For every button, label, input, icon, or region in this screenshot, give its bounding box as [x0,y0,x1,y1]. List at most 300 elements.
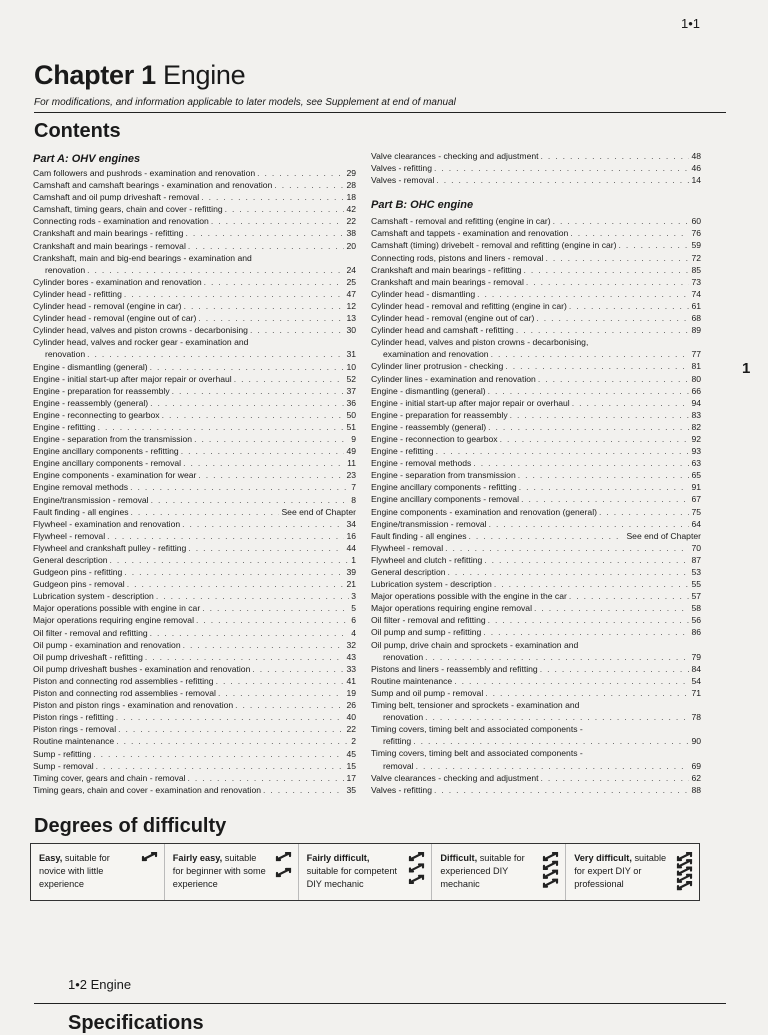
entry-title: Cylinder head - refitting [33,288,122,299]
entry-page: 29 [346,168,356,178]
dot-leader [619,239,690,251]
entry-title: Oil pump and sump - refitting [371,627,482,638]
contents-entry [371,784,701,796]
difficulty-label: Very difficult, [574,853,632,863]
contents-entry [33,409,356,421]
contents-entry [33,445,356,457]
entry-title: Engine components - examination and renovation (general) [371,506,597,517]
entry-page: 73 [691,276,701,287]
entry-title: Piston and connecting rod assemblies - removal [33,688,216,699]
dot-leader [477,288,689,300]
entry-title: Major operations possible with the engine in the car [371,591,567,602]
dot-leader [107,530,344,542]
entry-title: Engine - initial start-up after major repair or overhaul [33,373,232,384]
entry-page: See end of Chapter [626,530,701,541]
dot-leader [454,675,689,687]
difficulty-label: Easy, [39,853,63,863]
entry-page: 54 [691,675,701,686]
entry-page: 71 [691,687,701,698]
contents-entry [371,397,701,409]
entry-title: Oil filter - removal and refitting [33,627,148,638]
entry-title: Engine/transmission - removal [33,494,149,505]
entry-title: refitting [383,736,412,747]
entry-page: 64 [691,518,701,529]
dot-leader [488,614,690,626]
part-a-list [33,167,356,796]
contents-entry [33,397,356,409]
entry-title: Major operations requiring engine removal [33,615,194,626]
entry-title: Routine maintenance [371,675,453,686]
difficulty-level [164,844,298,900]
dot-leader [172,385,345,397]
difficulty-description: suitable for beginner with some experience [172,853,266,889]
dot-leader [198,469,344,481]
dot-leader [211,215,345,227]
contents-entry [371,373,701,385]
contents-entry [371,554,701,566]
contents-entry [371,747,701,759]
entry-page: 24 [346,264,356,275]
contents-entry [33,760,356,772]
dot-leader [434,162,689,174]
entry-page: 66 [691,385,701,396]
contents-entry [33,191,356,203]
contents-title: Contents [34,120,121,142]
entry-title: Engine ancillary components - removal [33,458,182,469]
entry-title: Flywheel - removal [371,542,444,553]
dot-leader [110,554,350,566]
dot-leader [553,215,690,227]
contents-entry [33,276,356,288]
entry-title: Timing cover, gears and chain - removal [33,772,186,783]
entry-page: 86 [691,627,701,638]
entry-title: Engine - dismantling (general) [371,385,486,396]
entry-page: 88 [691,784,701,795]
entry-page: 10 [346,361,356,372]
entry-title: Timing covers, timing belt and associated components - [371,724,583,735]
contents-entry [33,627,356,639]
contents-column-right [371,150,701,796]
dot-leader [425,711,689,723]
entry-title: Cylinder head and camshaft - refitting [371,325,514,336]
contents-entry [33,312,356,324]
entry-title: Engine ancillary components - refitting [371,482,517,493]
entry-title: Sump - refitting [33,748,92,759]
dot-leader [87,348,344,360]
contents-entry [371,530,701,542]
dot-leader [116,711,345,723]
dot-leader [425,651,689,663]
entry-page: 35 [346,784,356,795]
dot-leader [445,542,689,554]
difficulty-description: suitable for novice with little experience [39,853,110,889]
entry-title: Piston rings - refitting [33,712,114,723]
entry-page: 19 [346,688,356,699]
contents-entry [371,469,701,481]
entry-page: 59 [691,240,701,251]
entry-page: 50 [346,409,356,420]
entry-page: 9 [351,434,356,445]
entry-title: Piston and connecting rod assemblies - refitting [33,675,214,686]
dot-leader [181,445,345,457]
entry-title: Engine - reassembly (general) [33,397,149,408]
entry-page: 47 [346,288,356,299]
entry-title: Crankshaft, main and big-end bearings - examination and [33,252,252,263]
contents-entry [33,542,356,554]
contents-entry [371,723,701,735]
contents-entry [371,481,701,493]
entry-title: Valves - removal [371,175,435,186]
difficulty-description: suitable for experienced DIY mechanic [440,853,525,889]
entry-page: 12 [346,301,356,312]
entry-page: 22 [346,724,356,735]
entry-page: 67 [691,494,701,505]
entry-page: 40 [346,712,356,723]
dot-leader [436,174,689,186]
dot-leader [188,542,344,554]
contents-entry [33,288,356,300]
entry-title: Major operations requiring engine removal [371,603,532,614]
contents-entry [33,687,356,699]
entry-page: See end of Chapter [281,506,356,517]
entry-page: 87 [691,554,701,565]
dot-leader [216,675,345,687]
contents-entry [371,348,701,360]
contents-entry [33,240,356,252]
dot-leader [98,421,345,433]
entry-title: Flywheel - removal [33,530,106,541]
dot-leader [534,602,689,614]
entry-page: 69 [691,760,701,771]
dot-leader [201,191,344,203]
entry-page: 82 [691,421,701,432]
difficulty-level [298,844,432,900]
contents-entry [33,469,356,481]
entry-title: Timing covers, timing belt and associated components - [371,748,583,759]
entry-title: Crankshaft and main bearings - removal [33,240,186,251]
entry-page: 85 [691,264,701,275]
dot-leader [250,324,344,336]
entry-page: 51 [346,421,356,432]
entry-page: 80 [691,373,701,384]
dot-leader [483,626,689,638]
dot-leader [518,469,690,481]
entry-page: 55 [691,579,701,590]
dot-leader [484,554,689,566]
entry-title: Oil pump, drive chain and sprockets - examination and [371,639,579,650]
contents-entry [371,174,701,186]
entry-page: 49 [346,446,356,457]
difficulty-description: suitable for expert DIY or professional [574,853,667,889]
entry-title: Engine components - examination for wear [33,470,197,481]
entry-title: Flywheel and clutch - refitting [371,554,483,565]
entry-page: 26 [346,700,356,711]
contents-entry [33,421,356,433]
dot-leader [145,651,345,663]
dot-leader [185,227,344,239]
contents-entry [33,663,356,675]
entry-title: renovation [383,712,424,723]
contents-entry [33,481,356,493]
contents-entry [33,675,356,687]
chapter-side-marker: 1 [742,360,751,377]
entry-title: Camshaft, timing gears, chain and cover - refitting [33,204,223,215]
entry-title: Camshaft and tappets - examination and renovation [371,228,569,239]
entry-page: 83 [691,409,701,420]
entry-page: 7 [351,482,356,493]
dot-leader [416,760,690,772]
contents-entry [33,179,356,191]
dot-leader [183,457,345,469]
dot-leader [538,373,690,385]
entry-title: Crankshaft and main bearings - refitting [33,228,184,239]
contents-entry [371,566,701,578]
dot-leader [473,457,689,469]
dot-leader [150,627,350,639]
contents-entry [33,264,356,276]
entry-title: Oil filter - removal and refitting [371,615,486,626]
footer-rule [34,1003,726,1004]
entry-title: Engine - reconnecting to gearbox [33,409,160,420]
contents-entry [371,239,701,251]
dot-leader [505,360,689,372]
contents-entry [371,312,701,324]
entry-title: General description [371,567,446,577]
contents-entry [371,288,701,300]
chapter-prefix: Chapter 1 [34,60,156,90]
entry-title: Engine ancillary components - removal [371,494,520,505]
entry-title: examination and renovation [383,349,489,360]
contents-entry [33,554,356,566]
dot-leader [599,506,689,518]
entry-page: 91 [691,482,701,493]
entry-page: 38 [346,228,356,239]
entry-page: 33 [346,663,356,674]
entry-title: Valves - refitting [371,784,432,795]
entry-title: Fault finding - all engines [371,530,467,541]
dot-leader [263,784,344,796]
contents-entry [33,433,356,445]
entry-page: 36 [346,397,356,408]
dot-leader [569,590,690,602]
entry-page: 39 [346,567,356,578]
entry-page: 3 [351,591,356,602]
entry-page: 4 [351,627,356,638]
entry-page: 57 [691,591,701,602]
entry-title: Engine - initial start-up after major repair or overhaul [371,397,570,408]
entry-page: 11 [347,458,356,469]
entry-title: General description [33,555,108,565]
entry-title: Cylinder head, valves and piston crowns - decarbonising, [371,337,589,348]
entry-page: 61 [691,300,701,311]
entry-title: removal [383,760,414,771]
dot-leader [526,276,690,288]
difficulty-level [31,844,164,900]
entry-page: 75 [691,506,701,517]
entry-title: Timing gears, chain and cover - examination and renovation [33,784,262,795]
dot-leader [225,203,345,215]
dot-leader [235,699,344,711]
entry-page: 68 [691,313,701,324]
header-rule [34,112,726,113]
entry-page: 17 [346,772,356,783]
degrees-title: Degrees of difficulty [34,815,227,837]
dot-leader [536,312,689,324]
chapter-name: Engine [163,60,246,90]
contents-entry [371,162,701,174]
entry-title: Cylinder head - dismantling [371,288,476,299]
contents-entry [371,336,701,348]
entry-title: Engine - separation from transmission [371,470,516,481]
entry-page: 48 [691,151,701,161]
contents-entry [371,518,701,530]
entry-title: Engine/transmission - removal [371,518,487,529]
entry-title: Engine - refitting [33,421,96,432]
entry-page: 22 [346,216,356,227]
dot-leader [202,602,349,614]
contents-entry [371,542,701,554]
contents-entry [371,772,701,784]
entry-title: Lubrication system - description [33,591,154,602]
dot-leader [218,687,344,699]
entry-page: 74 [691,288,701,299]
contents-entry [371,493,701,505]
entry-title: Oil pump driveshaft - refitting [33,651,143,662]
entry-title: Engine - preparation for reassembly [33,385,170,396]
entry-title: Piston rings - removal [33,724,117,735]
dot-leader [150,397,344,409]
dot-leader [569,300,690,312]
contents-entry [33,639,356,651]
contents-entry [371,409,701,421]
dot-leader [124,288,345,300]
entry-page: 43 [346,651,356,662]
contents-entry [33,203,356,215]
entry-page: 76 [691,228,701,239]
dot-leader [194,433,349,445]
dot-leader [485,687,689,699]
wrench-icon [675,852,695,892]
entry-page: 31 [346,349,356,360]
entry-title: Cylinder head - removal (engine out of car) [33,313,197,324]
entry-page: 34 [346,518,356,529]
contents-column-left [33,152,356,796]
entry-title: Cylinder bores - examination and renovation [33,276,202,287]
dot-leader [151,494,350,506]
entry-page: 62 [691,772,701,783]
dot-leader [131,506,280,518]
entry-page: 81 [691,361,701,372]
dot-leader [188,772,345,784]
contents-entry [33,348,356,360]
entry-page: 23 [346,470,356,481]
dot-leader [257,167,344,179]
entry-page: 25 [346,276,356,287]
entry-title: Engine - reconnection to gearbox [371,433,498,444]
dot-leader [519,481,690,493]
contents-entry [371,445,701,457]
entry-page: 79 [691,651,701,662]
contents-entry [33,215,356,227]
contents-entry [371,626,701,638]
entry-title: Engine - dismantling (general) [33,361,148,372]
contents-entry [33,590,356,602]
contents-entry [371,663,701,675]
contents-entry [371,506,701,518]
contents-entry [371,699,701,711]
entry-page: 15 [346,760,356,771]
difficulty-label: Fairly difficult, [306,853,370,863]
contents-entry [33,336,356,348]
dot-leader [488,385,690,397]
entry-page: 70 [691,542,701,553]
dot-leader [413,735,689,747]
entry-page: 77 [691,349,701,360]
entry-page: 42 [346,204,356,215]
difficulty-level [565,844,699,900]
dot-leader [500,433,690,445]
entry-title: Oil pump - examination and renovation [33,639,181,650]
entry-page: 6 [351,615,356,626]
entry-title: Connecting rods, pistons and liners - removal [371,252,544,263]
dot-leader [198,312,344,324]
dot-leader [127,578,345,590]
dot-leader [196,614,349,626]
entry-page: 78 [691,712,701,723]
chapter-subtitle: For modifications, and information applicable to later models, see Supplement at end of manual [34,97,456,108]
entry-title: Major operations possible with engine in car [33,603,201,614]
contents-entry [371,602,701,614]
entry-title: Sump - removal [33,760,94,771]
dot-leader [234,373,345,385]
dot-leader [510,409,690,421]
entry-title: Oil pump driveshaft bushes - examination and renovation [33,663,251,674]
wrench-icon [541,852,561,892]
entry-title: Piston and piston rings - examination and renovation [33,700,234,711]
contents-entry [33,748,356,760]
dot-leader [469,530,625,542]
contents-entry [371,421,701,433]
entry-page: 84 [691,663,701,674]
dot-leader [184,300,345,312]
contents-entry [371,215,701,227]
entry-title: Routine maintenance [33,736,115,747]
dot-leader [521,493,689,505]
entry-title: renovation [383,651,424,662]
entry-title: Engine - separation from the transmission [33,434,193,445]
entry-title: renovation [45,349,86,360]
entry-page: 37 [346,385,356,396]
entry-page: 60 [691,216,701,227]
entry-page: 92 [691,433,701,444]
chapter-title [34,60,245,91]
entry-page: 53 [691,567,701,577]
contents-entry [33,361,356,373]
dot-leader [540,663,690,675]
entry-title: Crankshaft and main bearings - removal [371,276,524,287]
entry-page: 41 [346,675,356,686]
entry-page: 20 [346,240,356,251]
entry-title: Cylinder liner protrusion - checking [371,361,504,372]
contents-entry [371,735,701,747]
entry-title: Engine - reassembly (general) [371,421,487,432]
dot-leader [545,252,689,264]
entry-title: Sump and oil pump - removal [371,687,484,698]
part-a-continued-list [371,150,701,186]
entry-page: 30 [346,325,356,336]
entry-title: Lubrication system - description [371,579,492,590]
entry-title: Cylinder head, valves and rocker gear - examination and [33,337,249,348]
